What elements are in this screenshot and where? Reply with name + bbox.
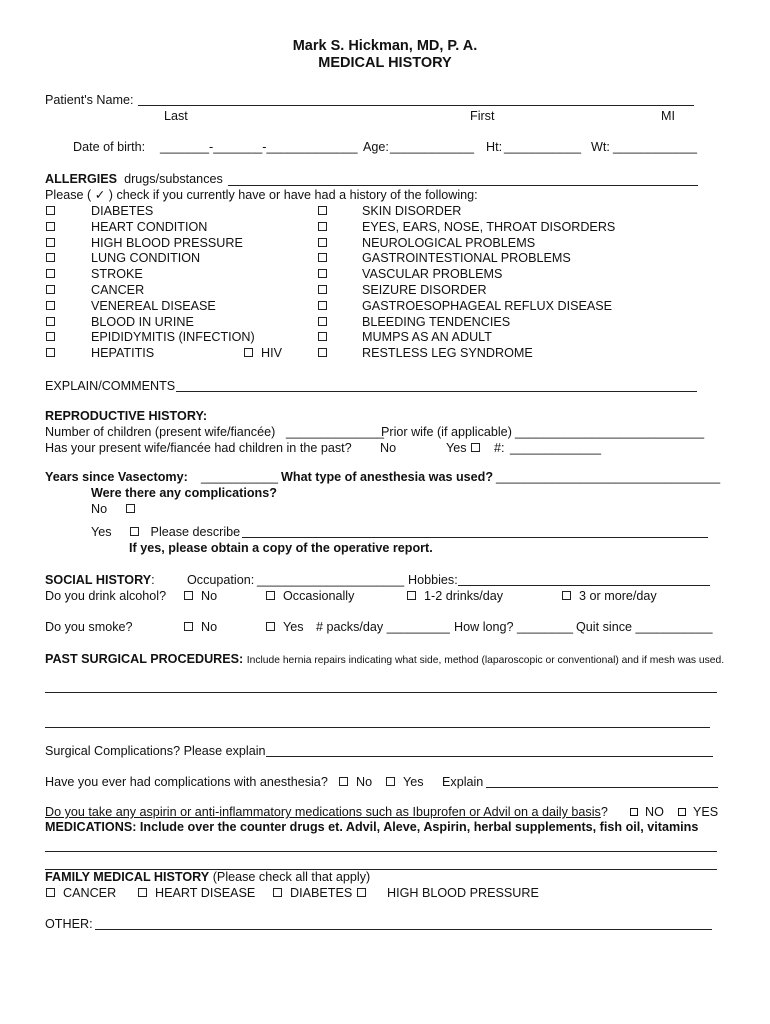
vasectomy-years-field[interactable]: ___________: [201, 470, 279, 484]
children-count-label: #:: [494, 441, 505, 455]
children-field[interactable]: ______________: [286, 425, 385, 439]
anesthesia-no-option[interactable]: No: [338, 775, 372, 790]
aspirin-question: Do you take any aspirin or anti-inflammatory medications such as Ibuprofen or Advil on a daily basis: [45, 805, 601, 819]
condition-left-checkbox-row[interactable]: [45, 204, 56, 219]
age-label: Age:: [363, 140, 389, 154]
condition-right-label: RESTLESS LEG SYNDROME: [362, 346, 533, 361]
checkbox[interactable]: [46, 222, 55, 231]
smoke-no-option[interactable]: No: [183, 620, 217, 635]
fiancee-children-question: Has your present wife/fiancée had children in the past?: [45, 441, 352, 455]
condition-left-checkbox-row[interactable]: [45, 330, 56, 345]
checkbox[interactable]: [266, 591, 275, 600]
checkbox[interactable]: [318, 253, 327, 262]
vasectomy-years-label: Years since Vasectomy:: [45, 470, 188, 484]
anesthesia-yes-option[interactable]: Yes: [385, 775, 424, 790]
aspirin-no-option[interactable]: NO: [630, 805, 664, 820]
condition-right-label: BLEEDING TENDENCIES: [362, 314, 511, 329]
condition-left-label: STROKE: [91, 267, 143, 282]
condition-left-label: EPIDIDYMITIS (INFECTION): [91, 330, 255, 345]
condition-left-label: CANCER: [91, 283, 145, 297]
condition-right-label: EYES, EARS, NOSE, THROAT DISORDERS: [362, 219, 616, 234]
surgical-complications-field[interactable]: [266, 756, 713, 757]
surgical-heading: PAST SURGICAL PROCEDURES:: [45, 652, 244, 666]
condition-right-checkbox-row[interactable]: [317, 299, 328, 314]
explain-label: EXPLAIN/COMMENTS: [45, 379, 176, 393]
weight-label: Wt:: [591, 140, 610, 154]
dob-field[interactable]: _______-_______-_____________: [160, 140, 358, 154]
anesthesia-type-field[interactable]: ________________________________: [496, 470, 721, 484]
condition-right-checkbox-row[interactable]: [317, 346, 328, 361]
condition-label-hiv: HIV: [261, 346, 282, 360]
anesthesia-explain-field[interactable]: [486, 787, 718, 788]
smoke-question: Do you smoke?: [45, 620, 133, 634]
allergies-label: ALLERGIES: [45, 172, 118, 186]
checkbox[interactable]: [318, 348, 327, 357]
condition-left-checkbox-row[interactable]: [45, 283, 56, 298]
check-instruction: Please ( ✓ ) check if you currently have or have had a history of the following:: [45, 188, 478, 202]
complications-no-option[interactable]: No: [91, 502, 136, 517]
checkbox[interactable]: [46, 253, 55, 262]
checkbox[interactable]: [46, 269, 55, 278]
checkbox[interactable]: [126, 504, 135, 513]
packs-label: # packs/day: [316, 620, 384, 634]
doctor-name: Mark S. Hickman, MD, P. A.: [292, 38, 478, 54]
condition-right-checkbox-row[interactable]: [317, 251, 328, 266]
packs-field[interactable]: _________: [386, 620, 450, 634]
condition-right-checkbox-row[interactable]: [317, 283, 328, 298]
fiancee-yes-option[interactable]: Yes: [446, 441, 481, 456]
checkbox[interactable]: [318, 285, 327, 294]
condition-left-checkbox-row[interactable]: [45, 346, 56, 361]
first-name-caption: First: [470, 109, 495, 123]
checkbox[interactable]: [244, 348, 253, 357]
hiv-row[interactable]: [243, 346, 282, 361]
condition-left-checkbox-row[interactable]: [45, 251, 56, 266]
how-long-label: How long?: [454, 620, 514, 634]
prior-wife-field[interactable]: ___________________________: [515, 425, 705, 439]
checkbox[interactable]: [318, 317, 327, 326]
alcohol-no-option[interactable]: No: [183, 589, 217, 604]
family-option-high-bp-label[interactable]: HIGH BLOOD PRESSURE: [387, 886, 539, 900]
checkbox[interactable]: [407, 591, 416, 600]
condition-left-label: BLOOD IN URINE: [91, 314, 194, 329]
checkbox[interactable]: [46, 888, 55, 897]
height-field[interactable]: ___________: [504, 140, 582, 154]
condition-right-checkbox-row[interactable]: [317, 267, 328, 282]
checkbox[interactable]: [46, 332, 55, 341]
checkbox[interactable]: [184, 622, 193, 631]
checkbox[interactable]: [318, 238, 327, 247]
condition-right-checkbox-row[interactable]: [317, 236, 328, 251]
surgical-heading-row: [45, 652, 724, 668]
operative-report-note: If yes, please obtain a copy of the operative report.: [129, 541, 433, 555]
condition-left-label: HEPATITIS: [91, 346, 155, 361]
checkbox[interactable]: [273, 888, 282, 897]
patient-name-field[interactable]: [138, 105, 694, 106]
checkbox[interactable]: [386, 777, 395, 786]
last-name-caption: Last: [164, 109, 188, 123]
alcohol-3-more-option[interactable]: 3 or more/day: [561, 589, 657, 604]
weight-field[interactable]: ____________: [613, 140, 698, 154]
checkbox[interactable]: [562, 591, 571, 600]
alcohol-occasionally-option[interactable]: Occasionally: [265, 589, 354, 604]
surgical-complications-label: Surgical Complications? Please explain: [45, 744, 266, 758]
how-long: [454, 620, 573, 635]
alcohol-1-2-option[interactable]: 1-2 drinks/day: [406, 589, 503, 604]
condition-right-checkbox-row[interactable]: [317, 315, 328, 330]
checkbox[interactable]: [318, 222, 327, 231]
hobbies-field[interactable]: [458, 585, 710, 586]
checkbox[interactable]: [46, 317, 55, 326]
condition-left-checkbox-row[interactable]: [45, 236, 56, 251]
surgical-note: Include hernia repairs indicating what side, method (laparoscopic or conventional) and if mesh was used.: [246, 655, 725, 666]
checkbox[interactable]: [630, 808, 638, 816]
allergies-field[interactable]: [228, 185, 698, 186]
checkbox[interactable]: [46, 238, 55, 247]
aspirin-question-row: Do you take any aspirin or anti-inflammatory medications such as Ibuprofen or Advil on a daily basis?: [45, 805, 608, 819]
checkbox[interactable]: [318, 301, 327, 310]
complications-question: Were there any complications?: [91, 486, 277, 500]
condition-left-label: HEART CONDITION: [91, 219, 208, 234]
occupation-label: Occupation:: [187, 573, 255, 587]
family-heading: FAMILY MEDICAL HISTORY: [45, 870, 210, 884]
checkbox[interactable]: [130, 527, 139, 536]
checkbox[interactable]: [138, 888, 147, 897]
anesthesia-type-question: What type of anesthesia was used?: [281, 470, 494, 484]
checkbox[interactable]: [471, 443, 480, 452]
checkbox[interactable]: [357, 888, 366, 897]
how-long-field[interactable]: ________: [517, 620, 574, 634]
condition-right-checkbox-row[interactable]: [317, 204, 328, 219]
family-sub: (Please check all that apply): [212, 870, 371, 884]
middle-initial-caption: MI: [661, 109, 675, 123]
checkbox[interactable]: [46, 348, 55, 357]
family-option-heart-disease[interactable]: HEART DISEASE: [137, 886, 255, 901]
height-label: Ht:: [486, 140, 503, 154]
medications-heading: MEDICATIONS: Include over the counter drugs et. Advil, Aleve, Aspirin, herbal supplements, fish oil, vitamins: [45, 820, 699, 834]
condition-right-checkbox-row[interactable]: [317, 220, 328, 235]
alcohol-question: Do you drink alcohol?: [45, 589, 167, 603]
checkbox[interactable]: [678, 808, 686, 816]
smoke-yes-option[interactable]: Yes: [265, 620, 304, 635]
family-other-label: OTHER:: [45, 917, 93, 931]
condition-right-checkbox-row[interactable]: [317, 330, 328, 345]
fiancee-no-option[interactable]: No: [380, 441, 397, 455]
prior-wife-label: Prior wife (if applicable): [381, 425, 512, 439]
age-field[interactable]: ____________: [390, 140, 475, 154]
condition-left-label: VENEREAL DISEASE: [91, 298, 216, 313]
surgical-line-2[interactable]: [45, 727, 710, 728]
occupation-field[interactable]: _____________________: [257, 573, 405, 587]
dob-label: Date of birth:: [73, 140, 146, 154]
surgical-line-1[interactable]: [45, 692, 717, 693]
medications-line-1[interactable]: [45, 851, 717, 852]
allergies-row: [45, 172, 223, 187]
condition-right-label: GASTROESOPHAGEAL REFLUX DISEASE: [362, 298, 613, 313]
packs-per-day: [316, 620, 450, 635]
family-option-cancer[interactable]: CANCER: [45, 886, 116, 901]
complications-yes-option[interactable]: Yes Please describe: [91, 525, 241, 539]
condition-right-label: NEUROLOGICAL PROBLEMS: [362, 235, 536, 250]
condition-left-label: DIABETES: [91, 204, 154, 218]
family-other-field[interactable]: [95, 929, 712, 930]
checkbox[interactable]: [46, 285, 55, 294]
condition-left-checkbox-row[interactable]: [45, 299, 56, 314]
family-heading-row: [45, 870, 370, 885]
checkbox[interactable]: [318, 206, 327, 215]
check-mark-icon: ✓: [94, 188, 106, 202]
checkbox[interactable]: [318, 269, 327, 278]
condition-right-label: SKIN DISORDER: [362, 204, 462, 218]
patient-name-label: Patient's Name:: [45, 93, 134, 107]
quit-since-label: Quit since: [576, 620, 632, 634]
condition-left-label: HIGH BLOOD PRESSURE: [91, 235, 243, 250]
anesthesia-complications-question: Have you ever had complications with anesthesia?: [45, 775, 328, 789]
condition-right-label: SEIZURE DISORDER: [362, 283, 487, 297]
aspirin-yes-option[interactable]: YES: [678, 805, 718, 820]
family-option-diabetes[interactable]: DIABETES: [272, 886, 367, 901]
condition-right-label: GASTROINTESTIONAL PROBLEMS: [362, 251, 571, 266]
anesthesia-explain-label: Explain: [442, 775, 484, 789]
form-title: MEDICAL HISTORY: [318, 55, 452, 71]
checkbox[interactable]: [266, 622, 275, 631]
condition-left-label: LUNG CONDITION: [91, 251, 201, 266]
social-history-heading: SOCIAL HISTORY:: [45, 573, 155, 587]
children-label: Number of children (present wife/fiancée): [45, 425, 276, 439]
condition-right-label: MUMPS AS AN ADULT: [362, 330, 492, 345]
checkbox[interactable]: [318, 332, 327, 341]
reproductive-heading: REPRODUCTIVE HISTORY:: [45, 409, 208, 423]
checkbox[interactable]: [339, 777, 348, 786]
checkbox[interactable]: [184, 591, 193, 600]
checkbox[interactable]: [46, 301, 55, 310]
condition-left-checkbox-row[interactable]: [45, 267, 56, 282]
condition-left-checkbox-row[interactable]: [45, 220, 56, 235]
condition-right-label: VASCULAR PROBLEMS: [362, 267, 503, 282]
children-count-field[interactable]: _____________: [510, 441, 602, 455]
explain-field[interactable]: [176, 391, 697, 392]
quit-since-field[interactable]: ___________: [635, 620, 713, 634]
checkbox[interactable]: [46, 206, 55, 215]
hobbies-label: Hobbies:: [408, 573, 458, 587]
condition-left-checkbox-row[interactable]: [45, 315, 56, 330]
allergies-sub: drugs/substances: [124, 172, 223, 186]
quit-since: [576, 620, 713, 635]
complications-describe-field[interactable]: [242, 537, 708, 538]
